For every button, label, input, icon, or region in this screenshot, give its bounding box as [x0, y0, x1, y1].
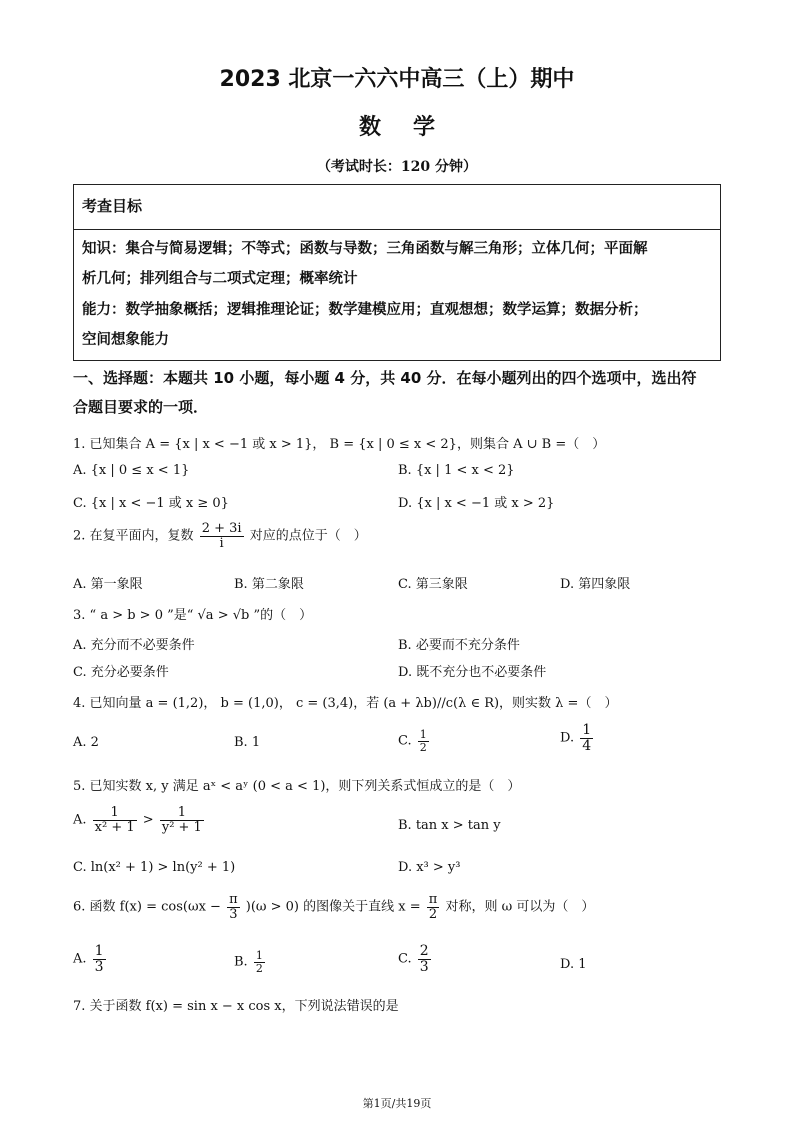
question-3-option-c: C. 充分必要条件: [73, 665, 169, 680]
question-4-option-c: [398, 729, 431, 753]
question-6-option-c-denominator: 3: [419, 958, 429, 975]
question-5-option-a-fraction-2: [160, 806, 204, 834]
question-6-stem: [73, 893, 594, 921]
question-6-option-c: [398, 944, 433, 974]
question-6-prefix: 6. 函数 f(x) = cos(ωx −: [73, 899, 221, 915]
question-6-option-b-fraction: [254, 950, 265, 974]
objectives-knowledge-line-1: 知识：集合与简易逻辑；不等式；函数与导数；三角函数与解三角形；立体几何；平面解: [82, 241, 648, 257]
question-1-option-b: B. {x | 1 < x < 2}: [398, 463, 515, 478]
question-6-phase-numerator: π: [229, 892, 238, 907]
objectives-box: [73, 184, 721, 361]
question-4-option-d-denominator: 4: [582, 737, 592, 754]
question-4-option-b: B. 1: [234, 735, 261, 750]
question-2-fraction: [200, 522, 244, 550]
question-2-option-d: D. 第四象限: [560, 577, 631, 592]
question-2-numerator: 2 + 3i: [201, 521, 242, 536]
question-3-option-b: B. 必要而不充分条件: [398, 638, 520, 653]
question-4-option-c-numerator: 1: [419, 728, 427, 741]
question-6-option-b-label: B.: [234, 954, 248, 970]
question-5-option-a-numerator-1: 1: [93, 806, 137, 821]
question-2-prefix: 2. 在复平面内，复数: [73, 528, 194, 544]
question-2-suffix: 对应的点位于（ ）: [249, 528, 367, 544]
question-6-option-a: [73, 944, 108, 974]
objectives-ability-line-2: 空间想象能力: [82, 332, 169, 348]
question-6-option-b-numerator: 1: [255, 949, 263, 962]
question-6-option-a-numerator: 1: [94, 943, 104, 959]
question-2-option-c: C. 第三象限: [398, 577, 468, 592]
question-5-option-a-numerator-2: 1: [160, 806, 204, 821]
question-2-option-a: A. 第一象限: [73, 577, 143, 592]
question-6-option-a-label: A.: [73, 951, 87, 967]
question-4-option-c-denominator: 2: [419, 740, 427, 754]
question-2-stem: [73, 522, 367, 550]
question-4-option-d-label: D.: [560, 730, 575, 746]
objectives-knowledge-line-2: 析几何；排列组合与二项式定理；概率统计: [82, 271, 358, 287]
question-6-option-c-label: C.: [398, 951, 412, 967]
question-6-option-a-fraction: [93, 944, 106, 974]
question-4-stem: 4. 已知向量 a = (1,2)， b = (1,0)， c = (3,4)，若 (a + λb)//c(λ ∈ R)，则实数 λ =（ ）: [73, 696, 618, 711]
question-5-option-a-denominator-2: y² + 1: [161, 819, 202, 835]
question-6-option-d: D. 1: [560, 957, 587, 972]
objectives-heading: 考查目标: [82, 197, 143, 215]
question-6-axis-fraction: [427, 893, 440, 921]
question-2-option-b: B. 第二象限: [234, 577, 304, 592]
question-1-stem: 1. 已知集合 A = {x | x < −1 或 x > 1}， B = {x | 0 ≤ x < 2}，则集合 A ∪ B =（ ）: [73, 437, 606, 452]
question-6-option-b: [234, 950, 267, 974]
question-5-option-a-label: A.: [73, 812, 87, 828]
question-5-option-a-fraction-1: [93, 806, 137, 834]
question-6-option-c-fraction: [418, 944, 431, 974]
question-4-option-a: A. 2: [73, 735, 99, 750]
objectives-ability-line-1: 能力：数学抽象概括；逻辑推理论证；数学建模应用；直观想想；数学运算；数据分析；: [82, 302, 648, 318]
question-6-middle: )(ω > 0) 的图像关于直线 x =: [245, 899, 421, 915]
question-6-axis-denominator: 2: [428, 906, 438, 922]
question-6-phase-fraction: [227, 893, 240, 921]
question-7-stem: 7. 关于函数 f(x) = sin x − x cos x，下列说法错误的是: [73, 999, 399, 1014]
question-3-stem: 3. “ a > b > 0 ”是“ √a > √b ”的（ ）: [73, 608, 313, 623]
section-heading-line-1: 一、选择题：本题共 10 小题，每小题 4 分，共 40 分．在每小题列出的四个选项中，选出符: [73, 369, 697, 387]
question-4-option-d-fraction: [580, 723, 593, 753]
question-3-option-a: A. 充分而不必要条件: [73, 638, 195, 653]
question-4-option-d: [560, 723, 595, 753]
question-5-stem: 5. 已知实数 x, y 满足 aˣ < aʸ (0 < a < 1)，则下列关系式恒成立的是（ ）: [73, 779, 521, 794]
question-1-option-a: A. {x | 0 ≤ x < 1}: [73, 463, 190, 478]
question-6-suffix: 对称，则 ω 可以为（ ）: [445, 899, 595, 915]
objectives-header-row: [74, 185, 720, 230]
page-number: 第1页/共19页: [362, 1097, 432, 1110]
question-1-option-c: C. {x | x < −1 或 x ≥ 0}: [73, 496, 229, 511]
exam-duration: （考试时长：120 分钟）: [316, 159, 478, 175]
question-3-option-d: D. 既不充分也不必要条件: [398, 665, 547, 680]
section-heading-line-2: 合题目要求的一项．: [73, 398, 209, 416]
exam-title: 2023 北京一六六中高三（上）期中: [219, 67, 575, 92]
question-6-option-a-denominator: 3: [94, 958, 104, 975]
question-5-option-b: B. tan x > tan y: [398, 818, 501, 833]
question-5-option-a: [73, 806, 206, 834]
question-4-option-c-fraction: [418, 729, 429, 753]
question-1-option-d: D. {x | x < −1 或 x > 2}: [398, 496, 555, 511]
question-6-axis-numerator: π: [428, 892, 438, 907]
question-4-option-c-label: C.: [398, 733, 412, 749]
subject-title: 数学: [358, 115, 467, 140]
question-5-option-c: C. ln(x² + 1) > ln(y² + 1): [73, 860, 236, 875]
question-2-denominator: i: [219, 535, 224, 551]
question-4-option-d-numerator: 1: [582, 722, 592, 738]
question-6-option-b-denominator: 2: [255, 961, 263, 975]
question-5-option-a-relation: >: [142, 812, 154, 828]
question-6-phase-denominator: 3: [229, 906, 238, 922]
question-6-option-c-numerator: 2: [419, 943, 429, 959]
question-5-option-a-denominator-1: x² + 1: [94, 819, 135, 835]
question-5-option-d: D. x³ > y³: [398, 860, 461, 875]
